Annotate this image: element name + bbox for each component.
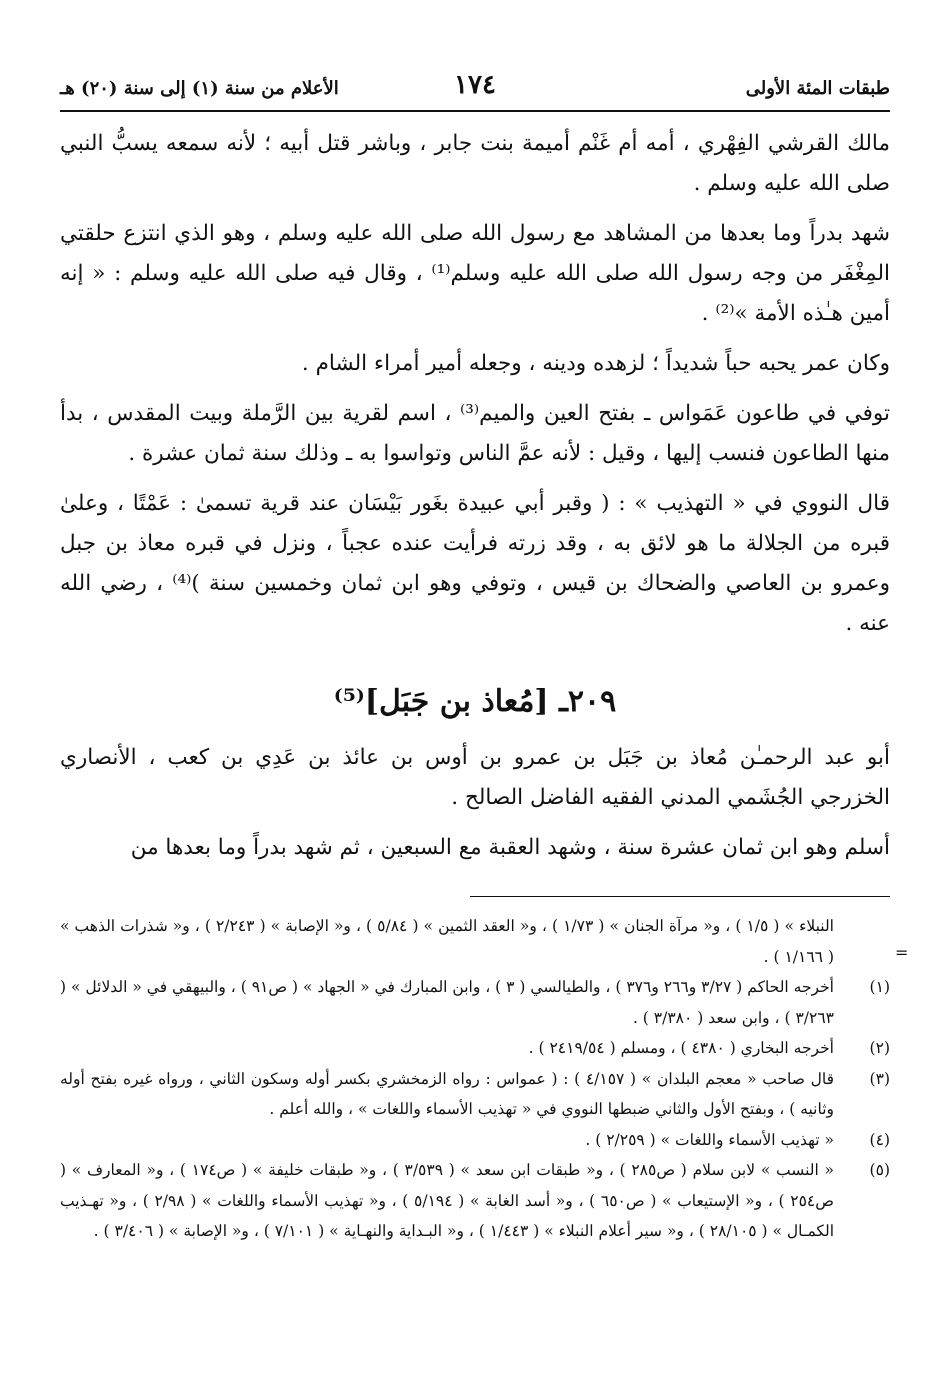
footnote-text: « النسب » لابن سلام ( ص٢٨٥ ) ، و« طبقات ابن سعد » ( ٣/٥٣٩ ) ، و« طبقات خليفة » ( ص١٧٤ ) ، و« المعارف » ( ص٢٥٤ ) ، و« الإستيعاب » ( ص٦٥٠ ) ، و« أسد الغابة » ( ٥/١٩٤ ) ، و« تهذيب الأسماء واللغات » ( ٢/٩٨ ) ، و« تهـذيب الكمـال » ( ٢٨/١٠٥ ) ، و« سير أعلام النبلاء » ( ١/٤٤٣ ) ، و« البـداية والنهـاية » ( ٧/١٠١ ) ، و« الإصابة » ( ٣/٤٠٦ ) . (60, 1161, 834, 1240)
footnote-number: (٢) (869, 1039, 890, 1057)
paragraph: وكان عمر يحبه حباً شديداً ؛ لزهده ودينه ، وجعله أمير أمراء الشام . (301, 351, 890, 376)
footnote-number: (٤) (869, 1130, 890, 1149)
running-header (60, 70, 890, 112)
paragraph: أبو عبد الرحمـٰن مُعاذ بن جَبَل بن عمرو بن أوس بن عائذ بن عَدِي بن كعب ، الأنصاري الخزرجي الجُشَمي المدني الفقيه الفاضل الصالح . (60, 745, 890, 810)
header-chapter-title: الأعلام من سنة (١) إلى سنة (٢٠) هـ (60, 78, 339, 99)
page-number: ١٧٤ (454, 70, 496, 100)
footnote-number: (١) (869, 978, 890, 996)
footnote-item (60, 1125, 890, 1156)
paragraph: توفي في طاعون عَمَواس ـ بفتح العين والميم⁽³⁾ ، اسم لقرية بين الرَّملة وبيت المقدس ، بدأ منها الطاعون فنسب إليها ، وقيل : لأنه عمَّ الناس وتواسوا به ـ وذلك سنة ثمان عشرة . (60, 401, 890, 466)
footnote-item (60, 1155, 890, 1247)
footnote-text: أخرجه البخاري ( ٤٣٨٠ ) ، ومسلم ( ٢٤١٩/٥٤ ) . (528, 1039, 834, 1057)
footnote-text: « تهذيب الأسماء واللغات » ( ٢/٢٥٩ ) . (585, 1130, 834, 1149)
paragraph: شهد بدراً وما بعدها من المشاهد مع رسول الله صلى الله عليه وسلم ، وهو الذي انتزع حلقتي المِغْفَر من وجه رسول الله صلى الله عليه وسلم⁽¹⁾ ، وقال فيه صلى الله عليه وسلم : « إنه أمين هـٰذه الأمة »⁽²⁾ . (60, 221, 890, 326)
footnote-number: (٥) (869, 1161, 890, 1179)
footnote-continuation: النبلاء » ( ١/٥ ) ، و« مرآة الجنان » ( ١/٧٣ ) ، و« العقد الثمين » ( ٥/٨٤ ) ، و« الإصابة » ( ٢/٢٤٣ ) ، و« شذرات الذهب » ( ١/١٦٦ ) . (60, 917, 834, 966)
footnote-item (60, 972, 890, 1033)
footnote-text: قال صاحب « معجم البلدان » ( ٤/١٥٧ ) : ( عمواس : رواه الزمخشري بكسر أوله وسكون الثاني ، ورواه غيره بفتح أوله وثانيه ) ، وبفتح الأول والثاني ضبطها النووي في « تهذيب الأسماء واللغات » ، والله أعلم . (60, 1069, 834, 1118)
paragraph: أسلم وهو ابن ثمان عشرة سنة ، وشهد العقبة مع السبعين ، ثم شهد بدراً وما بعدها من (130, 835, 890, 860)
biography-heading: ٢٠٩ـ [مُعاذ بن جَبَل]⁽⁵⁾ (333, 684, 617, 719)
footnotes (60, 911, 890, 1247)
footnote-number: (٣) (869, 1069, 890, 1088)
footnote-text: أخرجه الحاكم ( ٣/٢٧ و٢٦٦ و٣٧٦ ) ، والطيالسي ( ٣ ) ، وابن المبارك في « الجهاد » ( ص٩١ ) ، والبيهقي في « الدلائل » ( ٣/٢٦٣ ) ، وابن سعد ( ٣/٣٨٠ ) . (60, 978, 834, 1027)
main-text (60, 124, 890, 868)
paragraph: مالك القرشي الفِهْري ، أمه أم غَنْم أميمة بنت جابر ، وباشر قتل أبيه ؛ لأنه سمعه يسبُّ النبي صلى الله عليه وسلم . (60, 131, 890, 196)
footnote-separator (470, 896, 890, 897)
header-book-title: طبقات المئة الأولى (745, 78, 890, 99)
continuation-marker: = (895, 943, 909, 962)
footnote-item (60, 1033, 890, 1064)
footnote-item (60, 1064, 890, 1125)
paragraph: قال النووي في « التهذيب » : ( وقبر أبي عبيدة بغَور بَيْسَان عند قرية تسمىٰ : عَمْتًا ، وعلىٰ قبره من الجلالة ما هو لائق به ، وقد زرته فرأيت عنده عجباً ، ونزل في قبره معاذ بن جبل وعمرو بن العاصي والضحاك بن قيس ، وتوفي وهو ابن ثمان وخمسين سنة )⁽⁴⁾ ، رضي الله عنه . (60, 491, 890, 636)
